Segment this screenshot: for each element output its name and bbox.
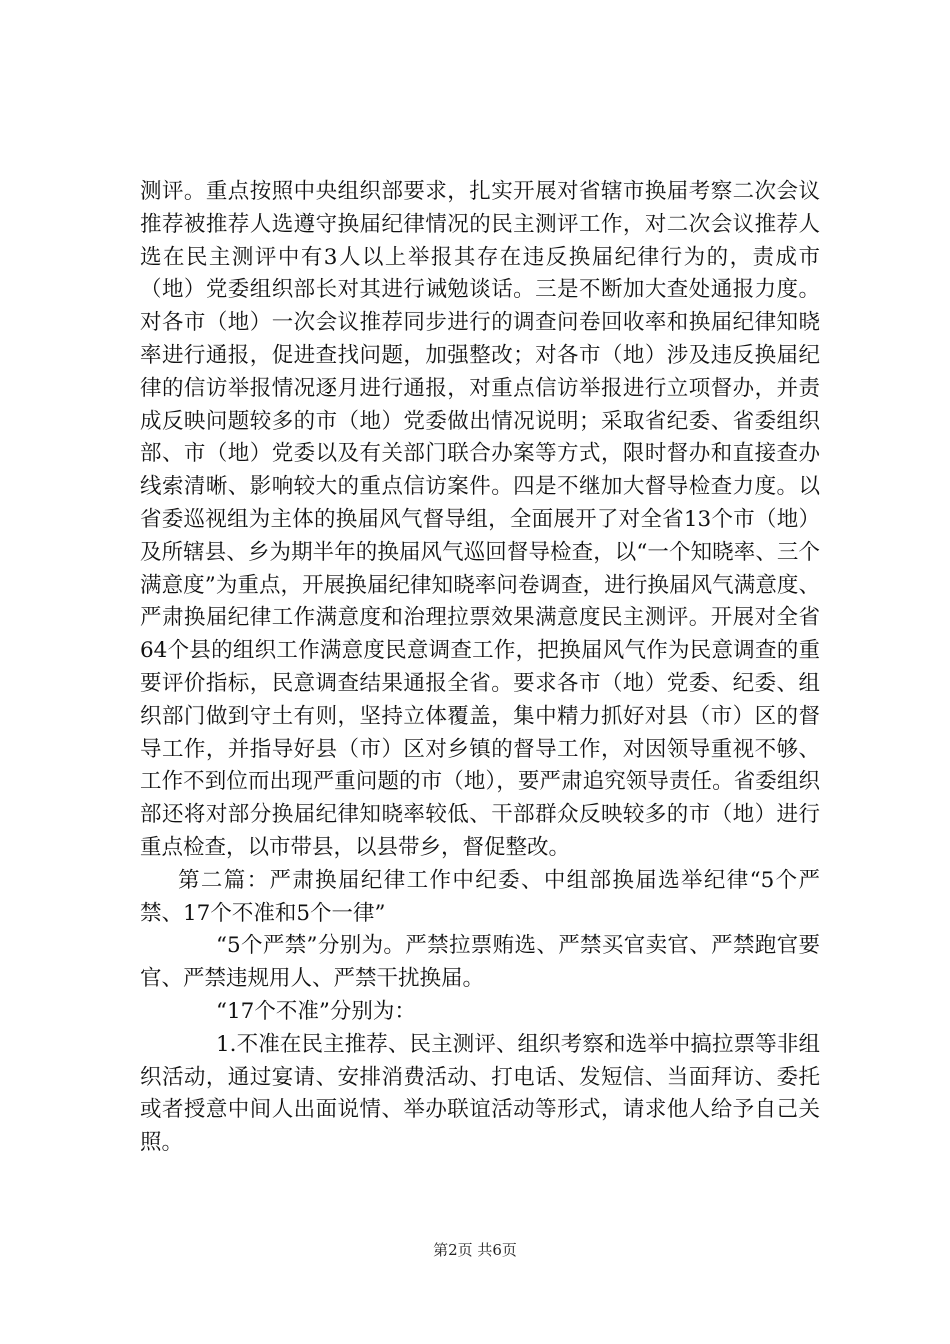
paragraph-2-heading: 第二篇：严肃换届纪律工作中纪委、中组部换届选举纪律“5个严禁、17个不准和5个一律” <box>140 867 820 926</box>
paragraph-3: “5个严禁”分别为。严禁拉票贿选、严禁买官卖官、严禁跑官要官、严禁违规用人、严禁干扰换届。 <box>140 933 820 992</box>
paragraph-1: 测评。重点按照中央组织部要求，扎实开展对省辖市换届考察二次会议推荐被推荐人选遵守换届纪律情况的民主测评工作，对二次会议推荐人选在民主测评中有3人以上举报其存在违反换届纪律行为的，责成市（地）党委组织部长对其进行诫勉谈话。三是不断加大查处通报力度。对各市（地）一次会议推荐同步进行的调查问卷回收率和换届纪律知晓率进行通报，促进查找问题，加强整改；对各市（地）涉及违反换届纪律的信访举报情况逐月进行通报，对重点信访举报进行立项督办，并责成反映问题较多的市（地）党委做出情况说明；采取省纪委、省委组织部、市（地）党委以及有关部门联合办案等方式，限时督办和直接查办线索清晰、影响较大的重点信访案件。四是不继加大督导检查力度。以省委巡视组为主体的换届风气督导组，全面展开了对全省13个市（地）及所辖县、乡为期半年的换届风气巡回督导检查，以“一个知晓率、三个满意度”为重点，开展换届纪律知晓率问卷调查，进行换届风气满意度、严肃换届纪律工作满意度和治理拉票效果满意度民主测评。开展对全省64个县的组织工作满意度民意调查工作，把换届风气作为民意调查的重要评价指标，民意调查结果通报全省。要求各市（地）党委、纪委、组织部门做到守土有则，坚持立体覆盖，集中精力抓好对县（市）区的督导工作，并指导好县（市）区对乡镇的督导工作，对因领导重视不够、工作不到位而出现严重问题的市（地），要严肃追究领导责任。省委组织部还将对部分换届纪律知晓率较低、干部群众反映较多的市（地）进行重点检查，以市带县，以县带乡，督促整改。 <box>140 179 820 860</box>
document-body <box>140 176 820 1160</box>
paragraph-5: 1.不准在民主推荐、民主测评、组织考察和选举中搞拉票等非组织活动，通过宴请、安排消费活动、打电话、发短信、当面拜访、委托或者授意中间人出面说情、举办联谊活动等形式，请求他人给予自己关照。 <box>140 1031 820 1156</box>
paragraph-4: “17个不准”分别为： <box>216 998 416 1024</box>
page-footer: 第2页 共6页 <box>433 1241 517 1259</box>
